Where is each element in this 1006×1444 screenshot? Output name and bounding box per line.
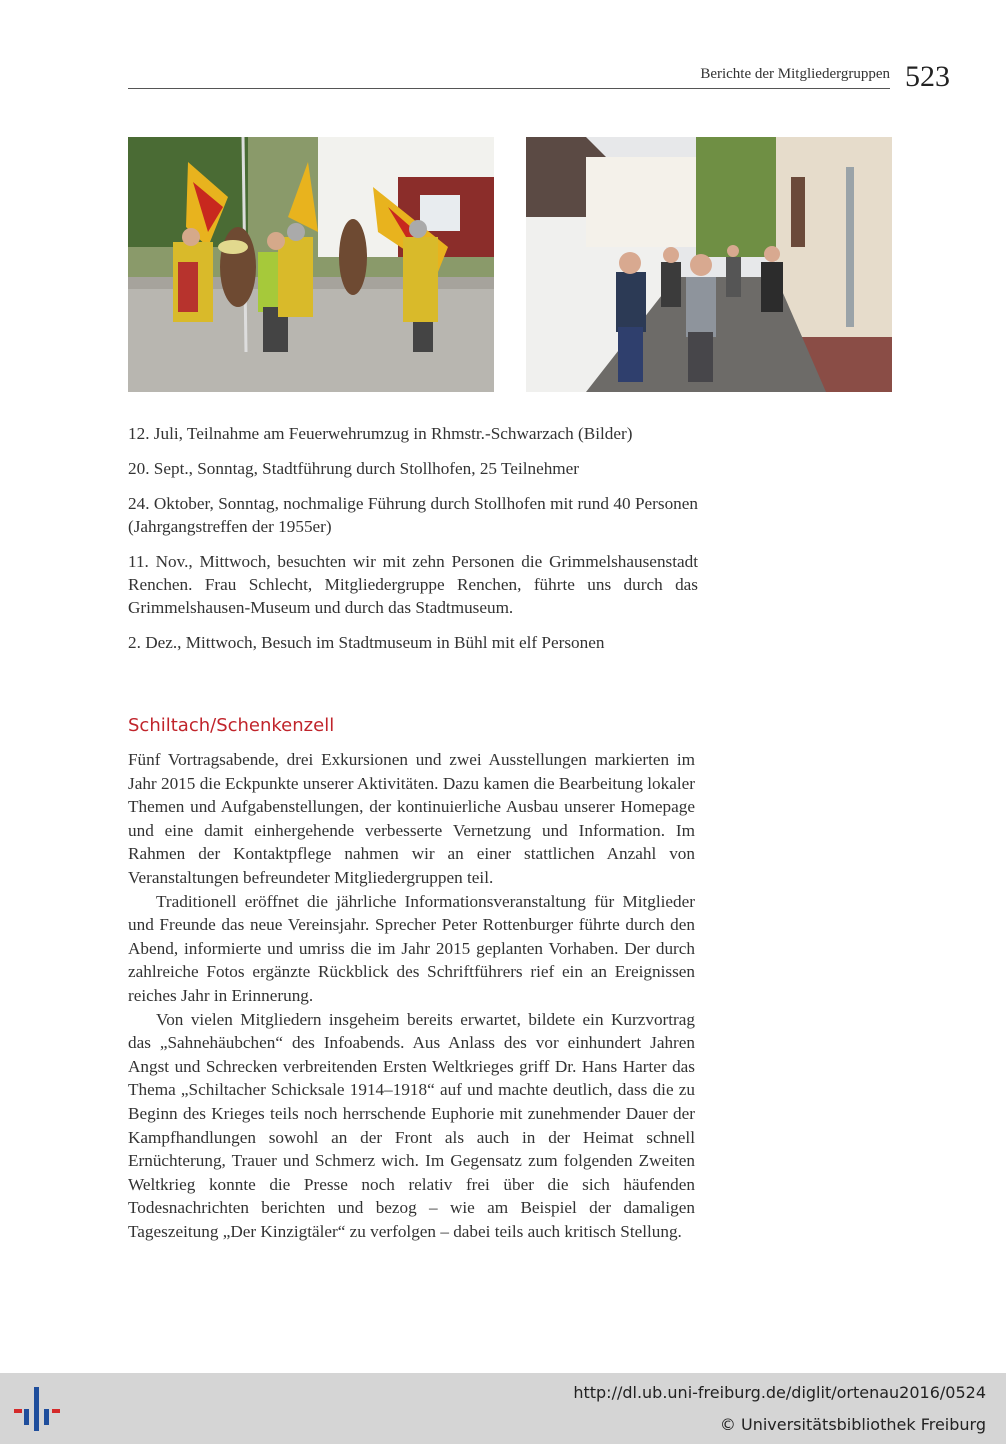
source-url-link[interactable]: http://dl.ub.uni-freiburg.de/diglit/ortenau2016/0524 bbox=[573, 1383, 986, 1402]
header-rule bbox=[128, 88, 890, 89]
library-logo-icon bbox=[12, 1383, 64, 1435]
paragraph: Von vielen Mitgliedern insgeheim bereits erwartet, bildete ein Kurzvortrag das „Sahnehäubchen“ des Infoabends. Aus Anlass des vor einhundert Jahren Angst und Schrecken verbreitenden Ersten Weltkrieges griff Dr. Hans Harter das Thema „Schiltacher Schicksale 1914–1918“ auf und machte deutlich, dass die zu Beginn des Krieges teils noch herrschende Euphorie mit zunehmender Dauer der Kampfhandlungen sowohl an der Front als auch in der Heimat schnell Ernüchterung, Trauer und Schmerz wich. Im Gegensatz zum folgenden Zweiten Weltkrieg konnte die Presse noch relativ frei über die sich häufenden Todesnachrichten berichten und bezog – wie am Beispiel der damaligen Tageszeitung „Der Kinzigtäler“ zu verfolgen – dabei teils auch kritisch Stellung. bbox=[128, 1009, 695, 1241]
paragraph: Fünf Vortragsabende, drei Exkursionen und zwei Ausstellungen markierten im Jahr 2015 die Eckpunkte unserer Aktivitäten. Dazu kamen die Bearbeitung lokaler Themen und Aufgabenstellungen, der kontinuierliche Ausbau unserer Homepage und eine damit einhergehende verbesserte Vernetzung und Information. Im Rahmen der Kontaktpflege nahmen wir an einer stattlichen Anzahl von Veranstaltungen befreundeter Mitgliedergruppen teil. bbox=[128, 750, 695, 887]
footer-bar bbox=[0, 1373, 1006, 1444]
section-body bbox=[128, 748, 695, 1243]
event-item: 24. Oktober, Sonntag, nochmalige Führung durch Stollhofen mit rund 40 Personen (Jahrgangstreffen der 1955er) bbox=[128, 494, 698, 536]
parade-photo bbox=[128, 137, 494, 392]
section-heading: Schiltach/Schenkenzell bbox=[128, 714, 335, 736]
page-number: 523 bbox=[905, 60, 950, 93]
walking-tour-photo bbox=[526, 137, 892, 392]
event-item: 11. Nov., Mittwoch, besuchten wir mit zehn Personen die Grimmelshausenstadt Renchen. Frau Schlecht, Mitgliedergruppe Renchen, führte uns durch das Grimmelshausen-Museum und durch das Stadtmuseum. bbox=[128, 552, 698, 617]
copyright-text: © Universitätsbibliothek Freiburg bbox=[719, 1415, 986, 1434]
paragraph: Traditionell eröffnet die jährliche Informationsveranstaltung für Mitglieder und Freunde das neue Vereinsjahr. Sprecher Peter Rottenburger führte durch den Abend, informierte und umriss die im Jahr 2015 geplanten Vorhaben. Der durch zahlreiche Fotos ergänzte Rückblick des Schriftführers rief ein an Ereignissen reiches Jahr in Erinnerung. bbox=[128, 891, 695, 1005]
event-item: 2. Dez., Mittwoch, Besuch im Stadtmuseum in Bühl mit elf Personen bbox=[128, 633, 605, 652]
event-item: 20. Sept., Sonntag, Stadtführung durch Stollhofen, 25 Teilnehmer bbox=[128, 459, 580, 478]
running-header: Berichte der Mitgliedergruppen bbox=[700, 66, 890, 82]
event-list bbox=[128, 422, 698, 666]
event-item: 12. Juli, Teilnahme am Feuerwehrumzug in Rhmstr.-Schwarzach (Bilder) bbox=[128, 424, 633, 443]
